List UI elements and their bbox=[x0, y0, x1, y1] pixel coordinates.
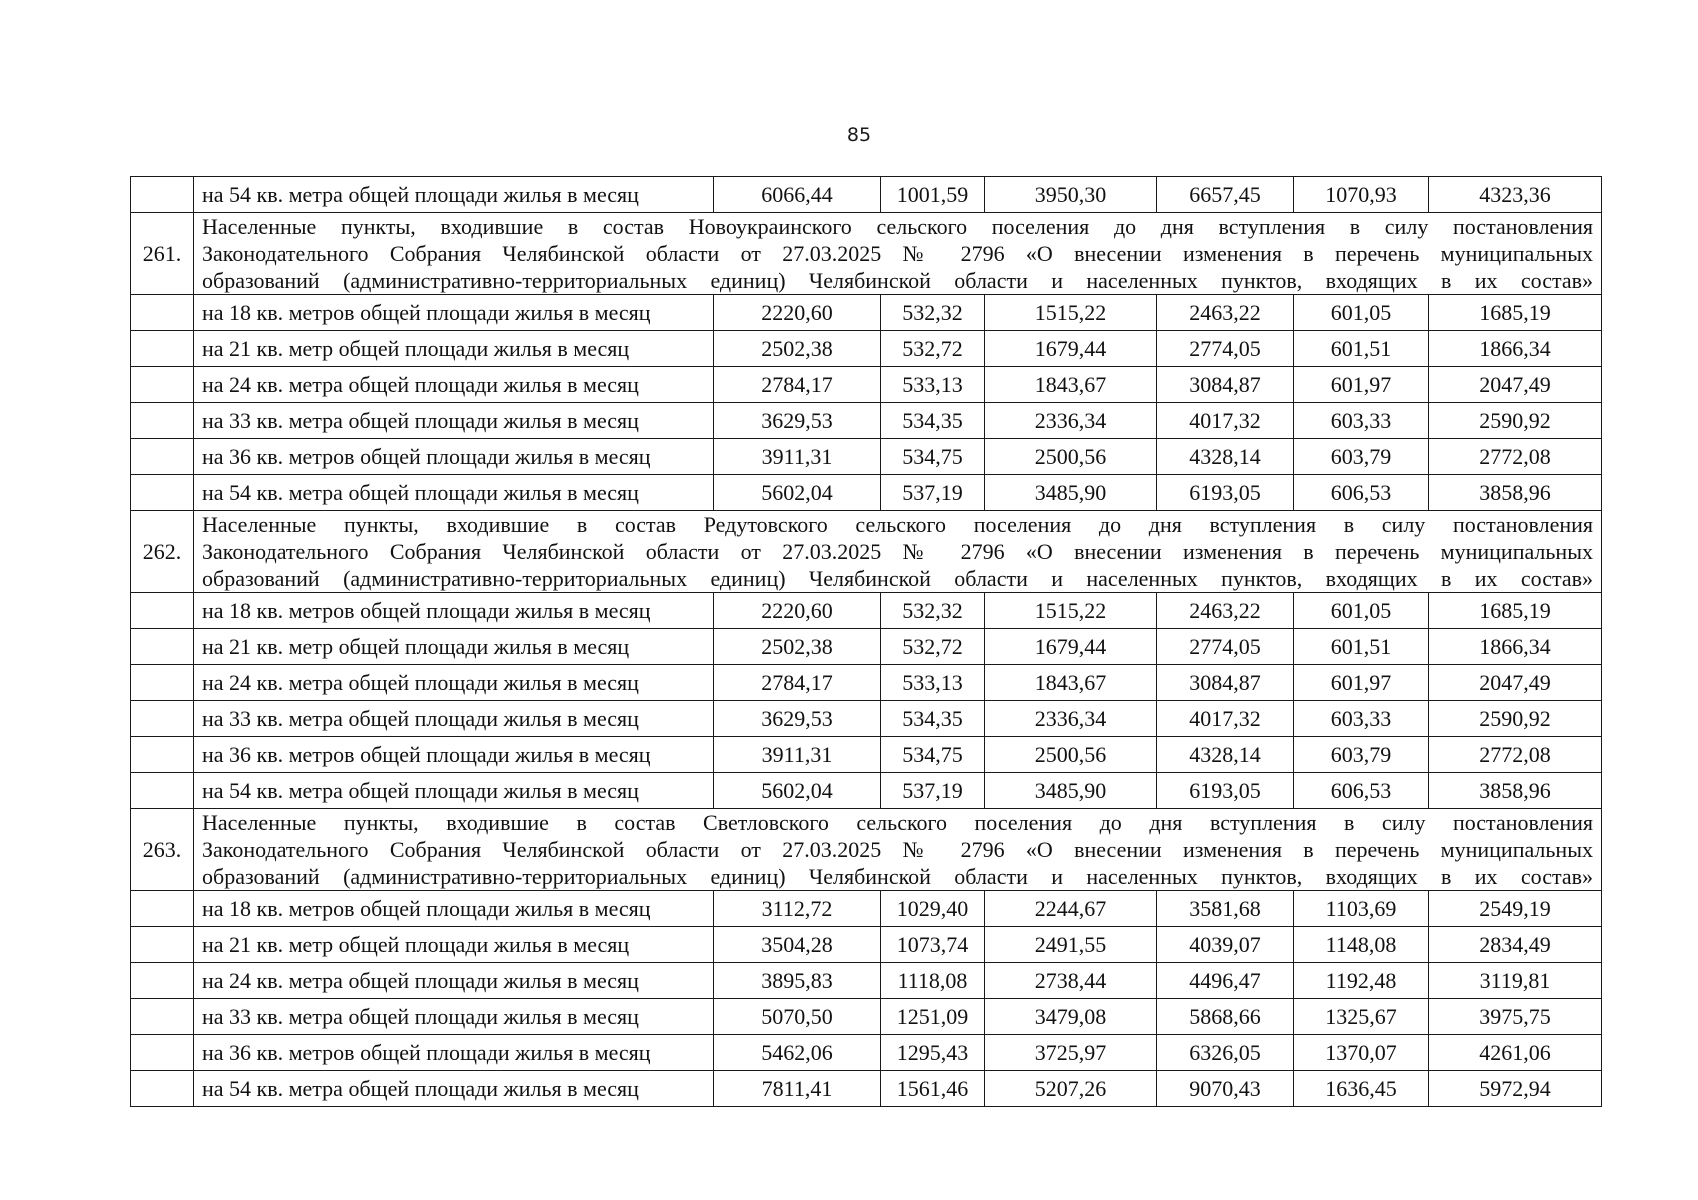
value-cell: 2047,49 bbox=[1429, 367, 1602, 403]
value-cell: 537,19 bbox=[881, 773, 985, 809]
row-label: на 18 кв. метров общей площади жилья в месяц bbox=[194, 295, 714, 331]
section-description-line: образований (административно-территориальных единиц) Челябинской области и населенных пунктов, входящих в их состав» bbox=[202, 864, 1593, 889]
value-cell: 2463,22 bbox=[1157, 295, 1294, 331]
value-cell: 1001,59 bbox=[881, 177, 985, 213]
value-cell: 3581,68 bbox=[1157, 891, 1294, 927]
value-cell: 3911,31 bbox=[714, 737, 881, 773]
value-cell: 1843,67 bbox=[985, 665, 1157, 701]
table-body bbox=[131, 177, 1602, 1107]
row-number-cell bbox=[131, 475, 194, 511]
value-cell: 3119,81 bbox=[1429, 963, 1602, 999]
value-cell: 6193,05 bbox=[1157, 773, 1294, 809]
row-number-cell bbox=[131, 593, 194, 629]
value-cell: 2549,19 bbox=[1429, 891, 1602, 927]
value-cell: 4323,36 bbox=[1429, 177, 1602, 213]
row-label: на 33 кв. метра общей площади жилья в месяц bbox=[194, 403, 714, 439]
row-label: на 21 кв. метр общей площади жилья в месяц bbox=[194, 927, 714, 963]
section-header-row bbox=[131, 213, 1602, 295]
value-cell: 533,13 bbox=[881, 665, 985, 701]
value-cell: 601,97 bbox=[1294, 665, 1429, 701]
value-cell: 4039,07 bbox=[1157, 927, 1294, 963]
section-description bbox=[194, 213, 1602, 295]
section-description-line: Населенные пункты, входившие в состав Редутовского сельского поселения до дня вступления в силу постановления bbox=[202, 512, 1593, 537]
row-label: на 24 кв. метра общей площади жилья в месяц bbox=[194, 665, 714, 701]
value-cell: 2784,17 bbox=[714, 665, 881, 701]
value-cell: 2590,92 bbox=[1429, 403, 1602, 439]
tariff-table bbox=[130, 176, 1602, 1107]
value-cell: 534,35 bbox=[881, 701, 985, 737]
row-number-cell bbox=[131, 439, 194, 475]
row-label: на 21 кв. метр общей площади жилья в месяц bbox=[194, 629, 714, 665]
value-cell: 2220,60 bbox=[714, 295, 881, 331]
value-cell: 1029,40 bbox=[881, 891, 985, 927]
value-cell: 3479,08 bbox=[985, 999, 1157, 1035]
value-cell: 1679,44 bbox=[985, 629, 1157, 665]
value-cell: 606,53 bbox=[1294, 475, 1429, 511]
value-cell: 2738,44 bbox=[985, 963, 1157, 999]
table-row bbox=[131, 927, 1602, 963]
value-cell: 532,72 bbox=[881, 331, 985, 367]
value-cell: 3112,72 bbox=[714, 891, 881, 927]
value-cell: 601,05 bbox=[1294, 593, 1429, 629]
value-cell: 2463,22 bbox=[1157, 593, 1294, 629]
section-description-line: Законодательного Собрания Челябинской области от 27.03.2025 № 2796 «О внесении изменения в перечень муниципальных bbox=[202, 241, 1593, 266]
table-row bbox=[131, 701, 1602, 737]
value-cell: 3084,87 bbox=[1157, 665, 1294, 701]
value-cell: 537,19 bbox=[881, 475, 985, 511]
value-cell: 5868,66 bbox=[1157, 999, 1294, 1035]
value-cell: 532,72 bbox=[881, 629, 985, 665]
value-cell: 3975,75 bbox=[1429, 999, 1602, 1035]
value-cell: 3725,97 bbox=[985, 1035, 1157, 1071]
value-cell: 1325,67 bbox=[1294, 999, 1429, 1035]
value-cell: 1251,09 bbox=[881, 999, 985, 1035]
value-cell: 4261,06 bbox=[1429, 1035, 1602, 1071]
row-number-cell bbox=[131, 331, 194, 367]
row-label: на 33 кв. метра общей площади жилья в месяц bbox=[194, 999, 714, 1035]
value-cell: 4017,32 bbox=[1157, 403, 1294, 439]
value-cell: 2772,08 bbox=[1429, 737, 1602, 773]
value-cell: 601,51 bbox=[1294, 629, 1429, 665]
row-number-cell bbox=[131, 665, 194, 701]
value-cell: 3911,31 bbox=[714, 439, 881, 475]
value-cell: 3895,83 bbox=[714, 963, 881, 999]
row-number-cell bbox=[131, 927, 194, 963]
value-cell: 1103,69 bbox=[1294, 891, 1429, 927]
value-cell: 4328,14 bbox=[1157, 737, 1294, 773]
row-label: на 54 кв. метра общей площади жилья в месяц bbox=[194, 773, 714, 809]
value-cell: 1070,93 bbox=[1294, 177, 1429, 213]
row-label: на 36 кв. метров общей площади жилья в месяц bbox=[194, 737, 714, 773]
value-cell: 1295,43 bbox=[881, 1035, 985, 1071]
page-number: 85 bbox=[846, 124, 872, 146]
section-header-row bbox=[131, 511, 1602, 593]
table-row bbox=[131, 295, 1602, 331]
value-cell: 532,32 bbox=[881, 295, 985, 331]
row-number-cell bbox=[131, 773, 194, 809]
value-cell: 3629,53 bbox=[714, 701, 881, 737]
value-cell: 2047,49 bbox=[1429, 665, 1602, 701]
value-cell: 1866,34 bbox=[1429, 331, 1602, 367]
table-row bbox=[131, 439, 1602, 475]
value-cell: 601,97 bbox=[1294, 367, 1429, 403]
section-description-line: Законодательного Собрания Челябинской области от 27.03.2025 № 2796 «О внесении изменения в перечень муниципальных bbox=[202, 837, 1593, 862]
row-number-cell bbox=[131, 701, 194, 737]
value-cell: 3504,28 bbox=[714, 927, 881, 963]
row-label: на 36 кв. метров общей площади жилья в месяц bbox=[194, 439, 714, 475]
value-cell: 6326,05 bbox=[1157, 1035, 1294, 1071]
value-cell: 5602,04 bbox=[714, 475, 881, 511]
value-cell: 3485,90 bbox=[985, 773, 1157, 809]
section-description bbox=[194, 511, 1602, 593]
value-cell: 2500,56 bbox=[985, 737, 1157, 773]
section-description-line: образований (административно-территориальных единиц) Челябинской области и населенных пунктов, входящих в их состав» bbox=[202, 268, 1593, 293]
value-cell: 533,13 bbox=[881, 367, 985, 403]
value-cell: 7811,41 bbox=[714, 1071, 881, 1107]
table-row bbox=[131, 773, 1602, 809]
table-row bbox=[131, 963, 1602, 999]
value-cell: 3084,87 bbox=[1157, 367, 1294, 403]
value-cell: 2502,38 bbox=[714, 629, 881, 665]
row-label: на 18 кв. метров общей площади жилья в месяц bbox=[194, 593, 714, 629]
row-number-cell bbox=[131, 177, 194, 213]
value-cell: 534,35 bbox=[881, 403, 985, 439]
table-row bbox=[131, 593, 1602, 629]
table-row bbox=[131, 475, 1602, 511]
section-header-row bbox=[131, 809, 1602, 891]
section-description-line: Законодательного Собрания Челябинской области от 27.03.2025 № 2796 «О внесении изменения в перечень муниципальных bbox=[202, 539, 1593, 564]
value-cell: 2500,56 bbox=[985, 439, 1157, 475]
value-cell: 606,53 bbox=[1294, 773, 1429, 809]
value-cell: 603,79 bbox=[1294, 737, 1429, 773]
row-number-cell bbox=[131, 1071, 194, 1107]
value-cell: 603,33 bbox=[1294, 701, 1429, 737]
value-cell: 1685,19 bbox=[1429, 295, 1602, 331]
row-label: на 36 кв. метров общей площади жилья в месяц bbox=[194, 1035, 714, 1071]
row-number-cell bbox=[131, 737, 194, 773]
row-number-cell bbox=[131, 403, 194, 439]
value-cell: 601,05 bbox=[1294, 295, 1429, 331]
value-cell: 5462,06 bbox=[714, 1035, 881, 1071]
table-row bbox=[131, 1071, 1602, 1107]
value-cell: 1843,67 bbox=[985, 367, 1157, 403]
value-cell: 1515,22 bbox=[985, 593, 1157, 629]
value-cell: 3950,30 bbox=[985, 177, 1157, 213]
value-cell: 2502,38 bbox=[714, 331, 881, 367]
row-label: на 54 кв. метра общей площади жилья в месяц bbox=[194, 475, 714, 511]
value-cell: 1561,46 bbox=[881, 1071, 985, 1107]
value-cell: 2774,05 bbox=[1157, 331, 1294, 367]
value-cell: 2772,08 bbox=[1429, 439, 1602, 475]
row-label: на 54 кв. метра общей площади жилья в месяц bbox=[194, 177, 714, 213]
table-row bbox=[131, 1035, 1602, 1071]
value-cell: 4017,32 bbox=[1157, 701, 1294, 737]
row-number-cell bbox=[131, 891, 194, 927]
section-description-line: Населенные пункты, входившие в состав Светловского сельского поселения до дня вступления в силу постановления bbox=[202, 810, 1593, 835]
table-row bbox=[131, 737, 1602, 773]
value-cell: 9070,43 bbox=[1157, 1071, 1294, 1107]
row-number-cell bbox=[131, 1035, 194, 1071]
section-number: 261. bbox=[131, 213, 194, 295]
value-cell: 1679,44 bbox=[985, 331, 1157, 367]
value-cell: 603,79 bbox=[1294, 439, 1429, 475]
value-cell: 1685,19 bbox=[1429, 593, 1602, 629]
row-number-cell bbox=[131, 295, 194, 331]
table-row bbox=[131, 891, 1602, 927]
value-cell: 2784,17 bbox=[714, 367, 881, 403]
value-cell: 1192,48 bbox=[1294, 963, 1429, 999]
value-cell: 1370,07 bbox=[1294, 1035, 1429, 1071]
row-number-cell bbox=[131, 367, 194, 403]
value-cell: 534,75 bbox=[881, 439, 985, 475]
value-cell: 6193,05 bbox=[1157, 475, 1294, 511]
value-cell: 532,32 bbox=[881, 593, 985, 629]
value-cell: 2590,92 bbox=[1429, 701, 1602, 737]
value-cell: 2774,05 bbox=[1157, 629, 1294, 665]
value-cell: 1073,74 bbox=[881, 927, 985, 963]
value-cell: 1515,22 bbox=[985, 295, 1157, 331]
row-label: на 18 кв. метров общей площади жилья в месяц bbox=[194, 891, 714, 927]
row-number-cell bbox=[131, 963, 194, 999]
value-cell: 1636,45 bbox=[1294, 1071, 1429, 1107]
table-row bbox=[131, 629, 1602, 665]
value-cell: 2491,55 bbox=[985, 927, 1157, 963]
table-row bbox=[131, 999, 1602, 1035]
value-cell: 3858,96 bbox=[1429, 475, 1602, 511]
value-cell: 5602,04 bbox=[714, 773, 881, 809]
value-cell: 534,75 bbox=[881, 737, 985, 773]
value-cell: 1148,08 bbox=[1294, 927, 1429, 963]
value-cell: 2336,34 bbox=[985, 403, 1157, 439]
value-cell: 2244,67 bbox=[985, 891, 1157, 927]
section-number: 263. bbox=[131, 809, 194, 891]
value-cell: 603,33 bbox=[1294, 403, 1429, 439]
section-description bbox=[194, 809, 1602, 891]
row-label: на 21 кв. метр общей площади жилья в месяц bbox=[194, 331, 714, 367]
table-row bbox=[131, 403, 1602, 439]
value-cell: 5972,94 bbox=[1429, 1071, 1602, 1107]
value-cell: 3629,53 bbox=[714, 403, 881, 439]
value-cell: 1118,08 bbox=[881, 963, 985, 999]
row-label: на 54 кв. метра общей площади жилья в месяц bbox=[194, 1071, 714, 1107]
value-cell: 6066,44 bbox=[714, 177, 881, 213]
row-label: на 24 кв. метра общей площади жилья в месяц bbox=[194, 367, 714, 403]
value-cell: 3858,96 bbox=[1429, 773, 1602, 809]
value-cell: 5070,50 bbox=[714, 999, 881, 1035]
table-row bbox=[131, 665, 1602, 701]
section-number: 262. bbox=[131, 511, 194, 593]
value-cell: 2834,49 bbox=[1429, 927, 1602, 963]
row-label: на 24 кв. метра общей площади жилья в месяц bbox=[194, 963, 714, 999]
section-description-line: Населенные пункты, входившие в состав Новоукраинского сельского поселения до дня вступления в силу постановления bbox=[202, 214, 1593, 239]
value-cell: 6657,45 bbox=[1157, 177, 1294, 213]
value-cell: 4496,47 bbox=[1157, 963, 1294, 999]
value-cell: 3485,90 bbox=[985, 475, 1157, 511]
table-row bbox=[131, 331, 1602, 367]
table-row bbox=[131, 177, 1602, 213]
value-cell: 1866,34 bbox=[1429, 629, 1602, 665]
value-cell: 2220,60 bbox=[714, 593, 881, 629]
value-cell: 2336,34 bbox=[985, 701, 1157, 737]
row-number-cell bbox=[131, 999, 194, 1035]
row-number-cell bbox=[131, 629, 194, 665]
table-row bbox=[131, 367, 1602, 403]
section-description-line: образований (административно-территориальных единиц) Челябинской области и населенных пунктов, входящих в их состав» bbox=[202, 566, 1593, 591]
row-label: на 33 кв. метра общей площади жилья в месяц bbox=[194, 701, 714, 737]
value-cell: 4328,14 bbox=[1157, 439, 1294, 475]
value-cell: 601,51 bbox=[1294, 331, 1429, 367]
value-cell: 5207,26 bbox=[985, 1071, 1157, 1107]
